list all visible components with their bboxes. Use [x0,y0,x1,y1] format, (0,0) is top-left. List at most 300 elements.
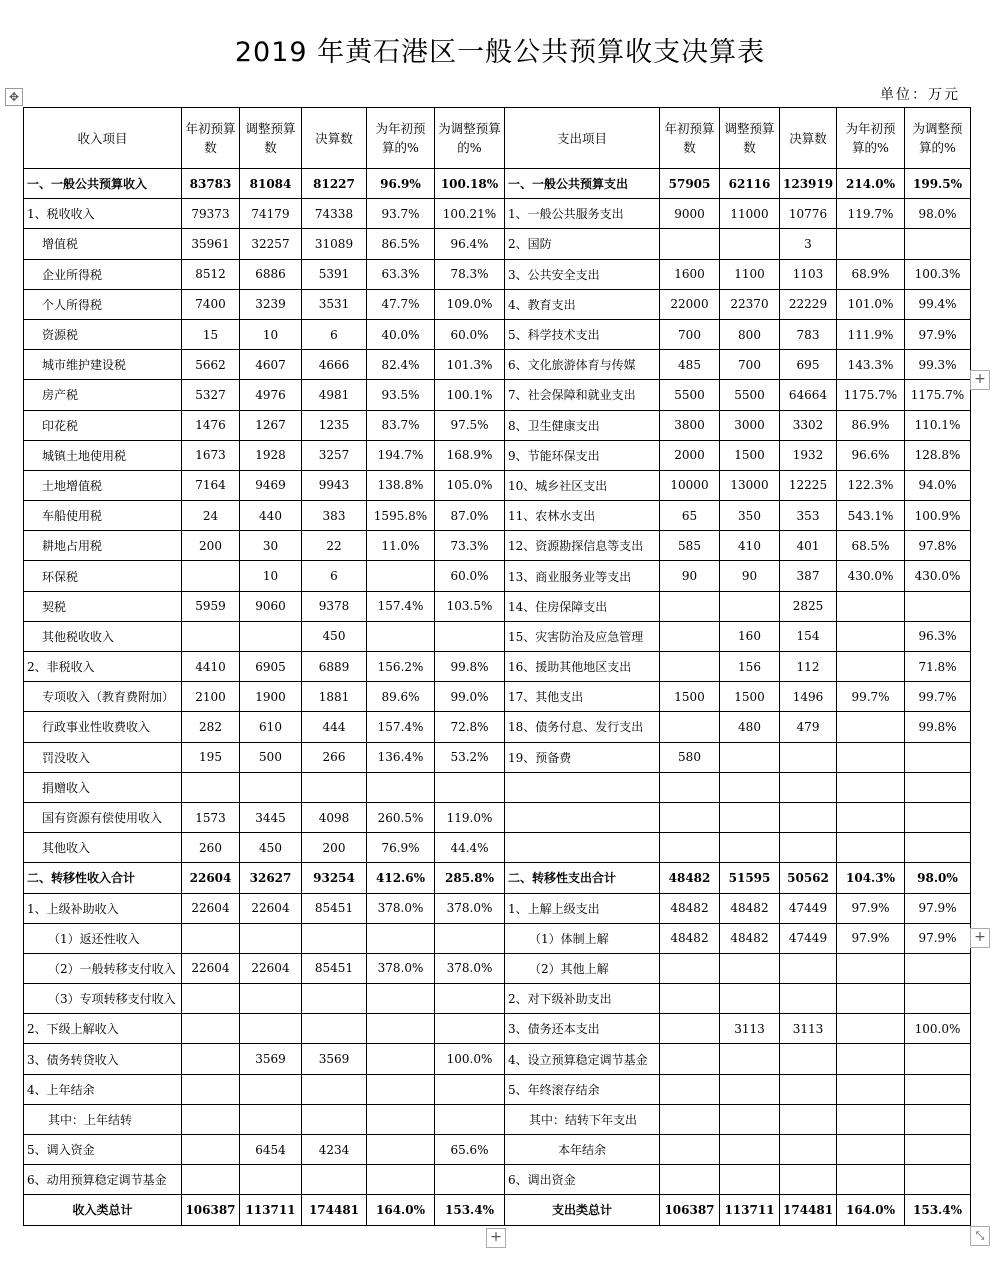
value-cell [720,742,780,772]
value-cell: 89.6% [367,682,435,712]
table-row [24,350,971,380]
value-cell [905,591,971,621]
plus-icon[interactable]: + [486,1228,506,1248]
table-row [24,289,971,319]
value-cell: 97.5% [435,410,505,440]
value-cell: 31089 [302,229,367,259]
value-cell: 97.9% [905,893,971,923]
budget-table [23,107,971,1226]
value-cell: 71.8% [905,652,971,682]
value-cell: 3 [780,229,837,259]
income-item-cell: 4、上年结余 [24,1074,182,1104]
value-cell: 82.4% [367,350,435,380]
income-item-cell: 其他税收收入 [24,621,182,651]
value-cell: 485 [660,350,720,380]
value-cell: 3531 [302,289,367,319]
income-item-cell: 2、下级上解收入 [24,1014,182,1044]
value-cell: 1103 [780,259,837,289]
value-cell [905,1135,971,1165]
table-row [24,1104,971,1134]
value-cell: 3302 [780,410,837,440]
value-cell: 580 [660,742,720,772]
value-cell [780,1104,837,1134]
value-cell: 79373 [182,199,240,229]
value-cell: 22370 [720,289,780,319]
value-cell: 6886 [240,259,302,289]
value-cell: 53.2% [435,742,505,772]
table-row [24,169,971,199]
value-cell [435,621,505,651]
value-cell: 174481 [302,1195,367,1225]
value-cell: 7400 [182,289,240,319]
value-cell: 5662 [182,350,240,380]
table-row [24,199,971,229]
value-cell: 50562 [780,863,837,893]
value-cell [182,984,240,1014]
value-cell: 5391 [302,259,367,289]
income-item-cell: 行政事业性收费收入 [24,712,182,742]
header-pct-adjusted: 为调整预算的% [435,108,505,169]
value-cell [367,1135,435,1165]
value-cell [905,953,971,983]
value-cell [780,833,837,863]
value-cell [660,712,720,742]
expense-item-cell: 18、债务付息、发行支出 [505,712,660,742]
value-cell [660,1014,720,1044]
value-cell [720,833,780,863]
value-cell: 48482 [660,893,720,923]
value-cell [302,1165,367,1195]
value-cell: 430.0% [837,561,905,591]
value-cell [302,1014,367,1044]
header-pct-initial: 为年初预算的% [367,108,435,169]
header-pct-adjusted-right: 为调整预算的% [905,108,971,169]
value-cell: 3257 [302,440,367,470]
value-cell [182,561,240,591]
income-item-cell: 印花税 [24,410,182,440]
value-cell [435,1104,505,1134]
value-cell [837,712,905,742]
value-cell: 98.0% [905,863,971,893]
expense-item-cell: 4、教育支出 [505,289,660,319]
value-cell: 783 [780,319,837,349]
value-cell: 157.4% [367,591,435,621]
value-cell [240,772,302,802]
income-item-cell: 二、转移性收入合计 [24,863,182,893]
value-cell: 11.0% [367,531,435,561]
value-cell: 5500 [660,380,720,410]
expense-item-cell: 10、城乡社区支出 [505,470,660,500]
value-cell: 32257 [240,229,302,259]
value-cell: 6889 [302,652,367,682]
expense-item-cell: 16、援助其他地区支出 [505,652,660,682]
value-cell: 22229 [780,289,837,319]
plus-icon[interactable]: + [970,370,990,390]
expense-item-cell [505,802,660,832]
value-cell: 123919 [780,169,837,199]
value-cell: 383 [302,501,367,531]
value-cell [367,772,435,802]
value-cell: 800 [720,319,780,349]
value-cell [837,1014,905,1044]
table-row [24,470,971,500]
header-adjusted-budget-right: 调整预算数 [720,108,780,169]
value-cell: 48482 [720,923,780,953]
value-cell [720,591,780,621]
value-cell [240,923,302,953]
table-row [24,923,971,953]
value-cell: 154 [780,621,837,651]
value-cell: 72.8% [435,712,505,742]
value-cell: 96.6% [837,440,905,470]
header-final: 决算数 [302,108,367,169]
income-item-cell: 3、债务转贷收入 [24,1044,182,1074]
value-cell: 1476 [182,410,240,440]
value-cell: 440 [240,501,302,531]
value-cell: 1175.7% [837,380,905,410]
value-cell [905,984,971,1014]
value-cell [837,742,905,772]
value-cell: 35961 [182,229,240,259]
value-cell: 60.0% [435,561,505,591]
value-cell: 128.8% [905,440,971,470]
value-cell: 410 [720,531,780,561]
income-item-cell: （1）返还性收入 [24,923,182,953]
table-row [24,440,971,470]
value-cell [660,984,720,1014]
value-cell: 143.3% [837,350,905,380]
value-cell: 1496 [780,682,837,712]
value-cell [905,1074,971,1104]
value-cell: 285.8% [435,863,505,893]
value-cell: 100.1% [435,380,505,410]
value-cell: 60.0% [435,319,505,349]
value-cell: 57905 [660,169,720,199]
value-cell: 22 [302,531,367,561]
header-income-item: 收入项目 [24,108,182,169]
table-row [24,1135,971,1165]
value-cell: 10776 [780,199,837,229]
value-cell [240,1104,302,1134]
value-cell [182,621,240,651]
value-cell [780,984,837,1014]
value-cell [367,1104,435,1134]
value-cell: 65 [660,501,720,531]
value-cell: 68.9% [837,259,905,289]
value-cell: 119.7% [837,199,905,229]
value-cell: 1500 [720,682,780,712]
value-cell: 87.0% [435,501,505,531]
value-cell [837,772,905,802]
value-cell [660,1104,720,1134]
value-cell [367,561,435,591]
value-cell: 22604 [182,953,240,983]
value-cell [660,621,720,651]
value-cell [182,1165,240,1195]
value-cell: 3000 [720,410,780,440]
income-item-cell: 专项收入（教育费附加） [24,682,182,712]
value-cell [302,1074,367,1104]
table-row [24,501,971,531]
value-cell [720,802,780,832]
value-cell: 40.0% [367,319,435,349]
expense-item-cell: 12、资源勘探信息等支出 [505,531,660,561]
value-cell: 412.6% [367,863,435,893]
value-cell: 106387 [182,1195,240,1225]
header-expense-item: 支出项目 [505,108,660,169]
value-cell: 93254 [302,863,367,893]
value-cell: 3569 [302,1044,367,1074]
income-item-cell: 收入类总计 [24,1195,182,1225]
table-row [24,229,971,259]
table-row [24,591,971,621]
value-cell [780,1165,837,1195]
value-cell [435,1165,505,1195]
value-cell: 99.7% [905,682,971,712]
value-cell: 74338 [302,199,367,229]
value-cell: 610 [240,712,302,742]
income-item-cell: 资源税 [24,319,182,349]
value-cell: 51595 [720,863,780,893]
value-cell: 106387 [660,1195,720,1225]
table-row [24,893,971,923]
value-cell: 164.0% [367,1195,435,1225]
value-cell: 164.0% [837,1195,905,1225]
value-cell: 93.5% [367,380,435,410]
value-cell: 86.5% [367,229,435,259]
value-cell: 6 [302,319,367,349]
income-item-cell: 1、税收收入 [24,199,182,229]
value-cell: 4098 [302,802,367,832]
value-cell: 99.8% [435,652,505,682]
value-cell: 100.0% [435,1044,505,1074]
value-cell: 1600 [660,259,720,289]
expense-item-cell: 19、预备费 [505,742,660,772]
table-row [24,682,971,712]
value-cell: 3239 [240,289,302,319]
value-cell: 1267 [240,410,302,440]
expense-item-cell: 二、转移性支出合计 [505,863,660,893]
income-item-cell: 环保税 [24,561,182,591]
value-cell: 214.0% [837,169,905,199]
table-row [24,1014,971,1044]
value-cell: 378.0% [435,893,505,923]
table-row [24,319,971,349]
value-cell: 99.0% [435,682,505,712]
value-cell: 96.9% [367,169,435,199]
value-cell [905,802,971,832]
value-cell [240,1165,302,1195]
value-cell: 48482 [660,923,720,953]
value-cell: 695 [780,350,837,380]
value-cell: 3113 [720,1014,780,1044]
value-cell [837,1135,905,1165]
value-cell: 98.0% [905,199,971,229]
value-cell: 1881 [302,682,367,712]
income-item-cell: 增值税 [24,229,182,259]
income-item-cell: 罚没收入 [24,742,182,772]
value-cell: 2100 [182,682,240,712]
value-cell: 64664 [780,380,837,410]
value-cell: 90 [720,561,780,591]
value-cell: 47449 [780,893,837,923]
value-cell [435,772,505,802]
value-cell: 378.0% [435,953,505,983]
value-cell: 10 [240,561,302,591]
value-cell: 266 [302,742,367,772]
value-cell: 5959 [182,591,240,621]
expense-item-cell: 3、公共安全支出 [505,259,660,289]
value-cell: 260.5% [367,802,435,832]
value-cell: 113711 [720,1195,780,1225]
table-body [24,169,971,1226]
value-cell: 153.4% [435,1195,505,1225]
value-cell [302,923,367,953]
value-cell: 97.9% [837,923,905,953]
value-cell: 10000 [660,470,720,500]
expense-item-cell: 13、商业服务业等支出 [505,561,660,591]
table-row [24,833,971,863]
value-cell: 22604 [240,893,302,923]
value-cell: 156 [720,652,780,682]
value-cell: 101.0% [837,289,905,319]
value-cell: 4234 [302,1135,367,1165]
value-cell: 22604 [182,863,240,893]
value-cell: 168.9% [435,440,505,470]
value-cell: 81227 [302,169,367,199]
value-cell: 430.0% [905,561,971,591]
page-title: 2019 年黄石港区一般公共预算收支决算表 [234,37,766,68]
value-cell: 1235 [302,410,367,440]
table-row [24,802,971,832]
value-cell: 119.0% [435,802,505,832]
value-cell: 3445 [240,802,302,832]
value-cell [660,591,720,621]
expense-item-cell: 6、文化旅游体育与传媒 [505,350,660,380]
table-row [24,1195,971,1225]
expense-item-cell: （2）其他上解 [505,953,660,983]
value-cell [367,984,435,1014]
value-cell: 4410 [182,652,240,682]
value-cell: 195 [182,742,240,772]
value-cell: 73.3% [435,531,505,561]
value-cell [660,833,720,863]
value-cell: 65.6% [435,1135,505,1165]
value-cell [905,772,971,802]
header-row [24,108,971,169]
value-cell: 3800 [660,410,720,440]
value-cell: 109.0% [435,289,505,319]
expense-item-cell: 11、农林水支出 [505,501,660,531]
table-row [24,380,971,410]
value-cell [660,1135,720,1165]
table-row [24,561,971,591]
income-item-cell: 2、非税收入 [24,652,182,682]
value-cell: 85451 [302,893,367,923]
value-cell [837,621,905,651]
value-cell: 543.1% [837,501,905,531]
value-cell [837,1074,905,1104]
value-cell: 350 [720,501,780,531]
value-cell: 7164 [182,470,240,500]
value-cell [660,652,720,682]
expense-item-cell: 2、国防 [505,229,660,259]
value-cell: 97.9% [905,923,971,953]
value-cell [780,1074,837,1104]
expense-item-cell: 2、对下级补助支出 [505,984,660,1014]
value-cell [182,1104,240,1134]
plus-icon[interactable]: + [970,928,990,948]
value-cell: 100.9% [905,501,971,531]
value-cell [720,1135,780,1165]
value-cell: 100.18% [435,169,505,199]
value-cell: 10 [240,319,302,349]
value-cell: 353 [780,501,837,531]
income-item-cell: 个人所得税 [24,289,182,319]
value-cell [905,1165,971,1195]
move-icon[interactable]: ✥ [5,88,23,106]
value-cell [367,621,435,651]
value-cell: 6454 [240,1135,302,1165]
value-cell [660,953,720,983]
value-cell [367,1014,435,1044]
value-cell: 99.3% [905,350,971,380]
header-adjusted-budget: 调整预算数 [240,108,302,169]
value-cell: 194.7% [367,440,435,470]
value-cell: 86.9% [837,410,905,440]
value-cell: 4976 [240,380,302,410]
value-cell: 4981 [302,380,367,410]
value-cell: 387 [780,561,837,591]
income-item-cell: 捐赠收入 [24,772,182,802]
value-cell: 48482 [720,893,780,923]
value-cell [302,772,367,802]
value-cell: 13000 [720,470,780,500]
value-cell: 4666 [302,350,367,380]
value-cell [367,1165,435,1195]
value-cell [720,772,780,802]
value-cell: 47449 [780,923,837,953]
value-cell: 122.3% [837,470,905,500]
expense-item-cell: 15、灾害防治及应急管理 [505,621,660,651]
resize-icon[interactable]: ⤡ [970,1226,990,1246]
expense-item-cell: 14、住房保障支出 [505,591,660,621]
value-cell: 5500 [720,380,780,410]
income-item-cell: 国有资源有偿使用收入 [24,802,182,832]
value-cell: 44.4% [435,833,505,863]
value-cell [837,953,905,983]
value-cell: 78.3% [435,259,505,289]
value-cell: 24 [182,501,240,531]
value-cell: 9378 [302,591,367,621]
header-final-right: 决算数 [780,108,837,169]
table-row [24,863,971,893]
value-cell [905,742,971,772]
value-cell: 1595.8% [367,501,435,531]
value-cell: 97.9% [837,893,905,923]
value-cell: 3569 [240,1044,302,1074]
income-item-cell: 土地增值税 [24,470,182,500]
table-row [24,1165,971,1195]
value-cell: 83783 [182,169,240,199]
value-cell: 103.5% [435,591,505,621]
value-cell: 94.0% [905,470,971,500]
value-cell: 113711 [240,1195,302,1225]
expense-item-cell: （1）体制上解 [505,923,660,953]
expense-item-cell: 其中：结转下年支出 [505,1104,660,1134]
value-cell [660,1074,720,1104]
header-initial-budget-right: 年初预算数 [660,108,720,169]
